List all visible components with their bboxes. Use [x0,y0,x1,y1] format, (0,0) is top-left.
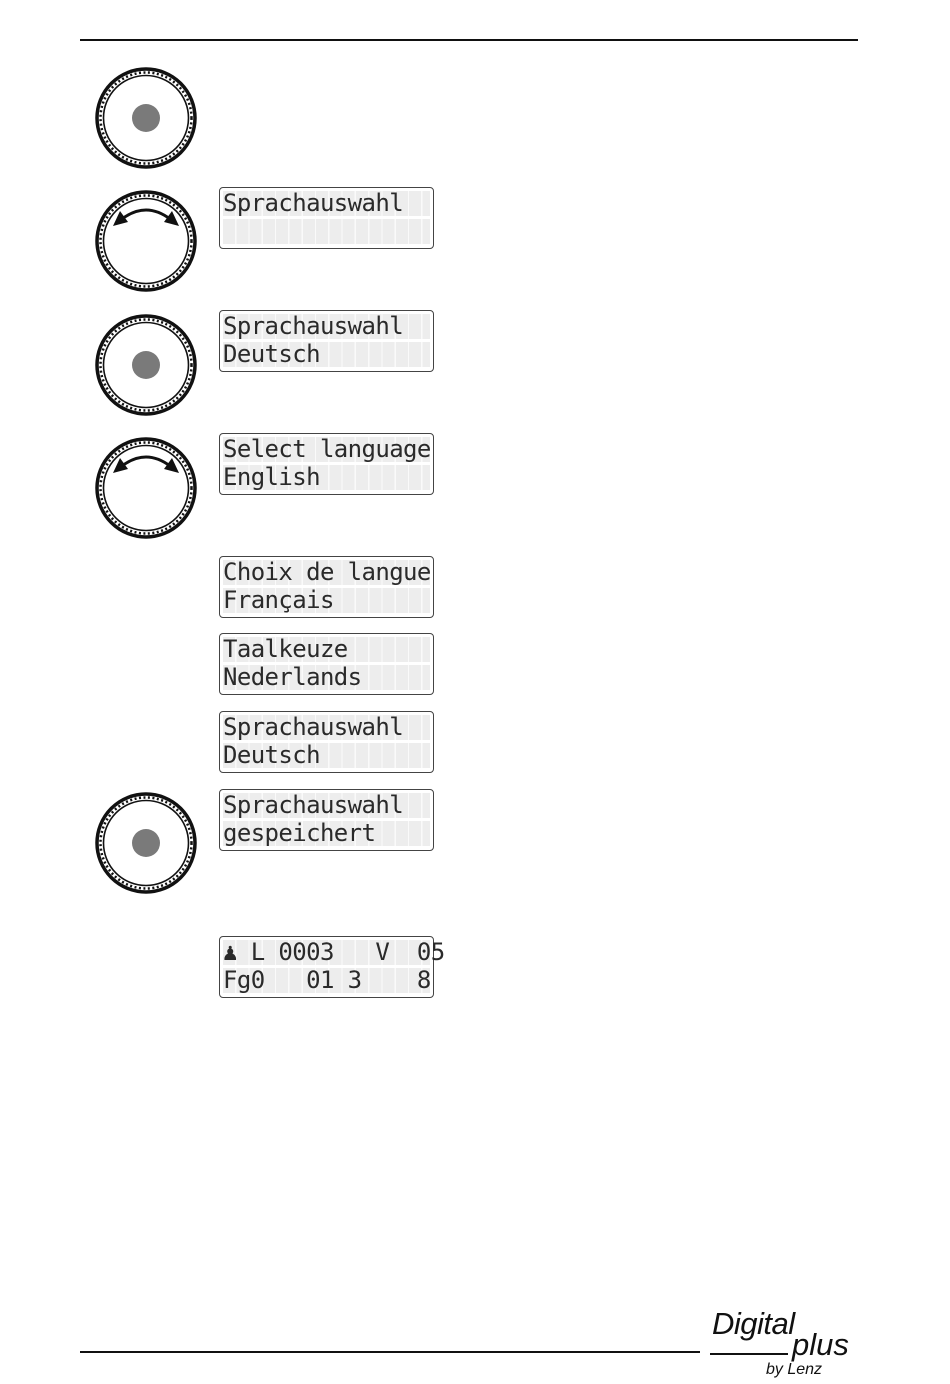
knob-turn-icon [94,436,198,540]
digital-plus-logo [706,1306,866,1384]
lcd-line-1: Taalkeuze [223,637,430,662]
lcd-display [219,789,434,851]
bottom-rule [80,1351,700,1353]
lcd-line-1: ♟ L 0003 V 05 [223,938,445,966]
lcd-line-2: Français [223,588,430,613]
lcd-display [219,310,434,372]
lcd-display [219,556,434,618]
lcd-line-2: Nederlands [223,665,430,690]
logo-word-plus: plus [792,1327,849,1362]
knob-press-icon [94,791,198,895]
top-rule [80,39,858,41]
lcd-display [219,633,434,695]
lcd-display [219,433,434,495]
knob-press-icon [94,66,198,170]
lcd-line-2: Deutsch [223,743,430,768]
lcd-line-1: Sprachauswahl [223,793,430,818]
knob-turn-icon [94,189,198,293]
logo-byline: by Lenz [766,1361,823,1378]
lcd-line-2 [223,219,430,244]
knob-press-icon [94,313,198,417]
lcd-line-2: Fg0 01 3 8 [223,966,431,994]
lcd-display [219,936,445,998]
lcd-display [219,711,434,773]
lcd-line-1: Sprachauswahl [223,314,430,339]
lcd-line-1: Sprachauswahl [223,191,430,216]
lcd-line-1: Choix de langue [223,558,431,586]
lcd-line-2: Deutsch [223,342,430,367]
lcd-line-1: Sprachauswahl [223,715,430,740]
lcd-display [219,187,434,249]
logo-underline [710,1353,788,1355]
lcd-line-1: Select language [223,435,431,463]
lcd-line-2: English [223,465,430,490]
lcd-line-2: gespeichert [223,821,430,846]
logo-word-digital: Digital [712,1306,795,1341]
